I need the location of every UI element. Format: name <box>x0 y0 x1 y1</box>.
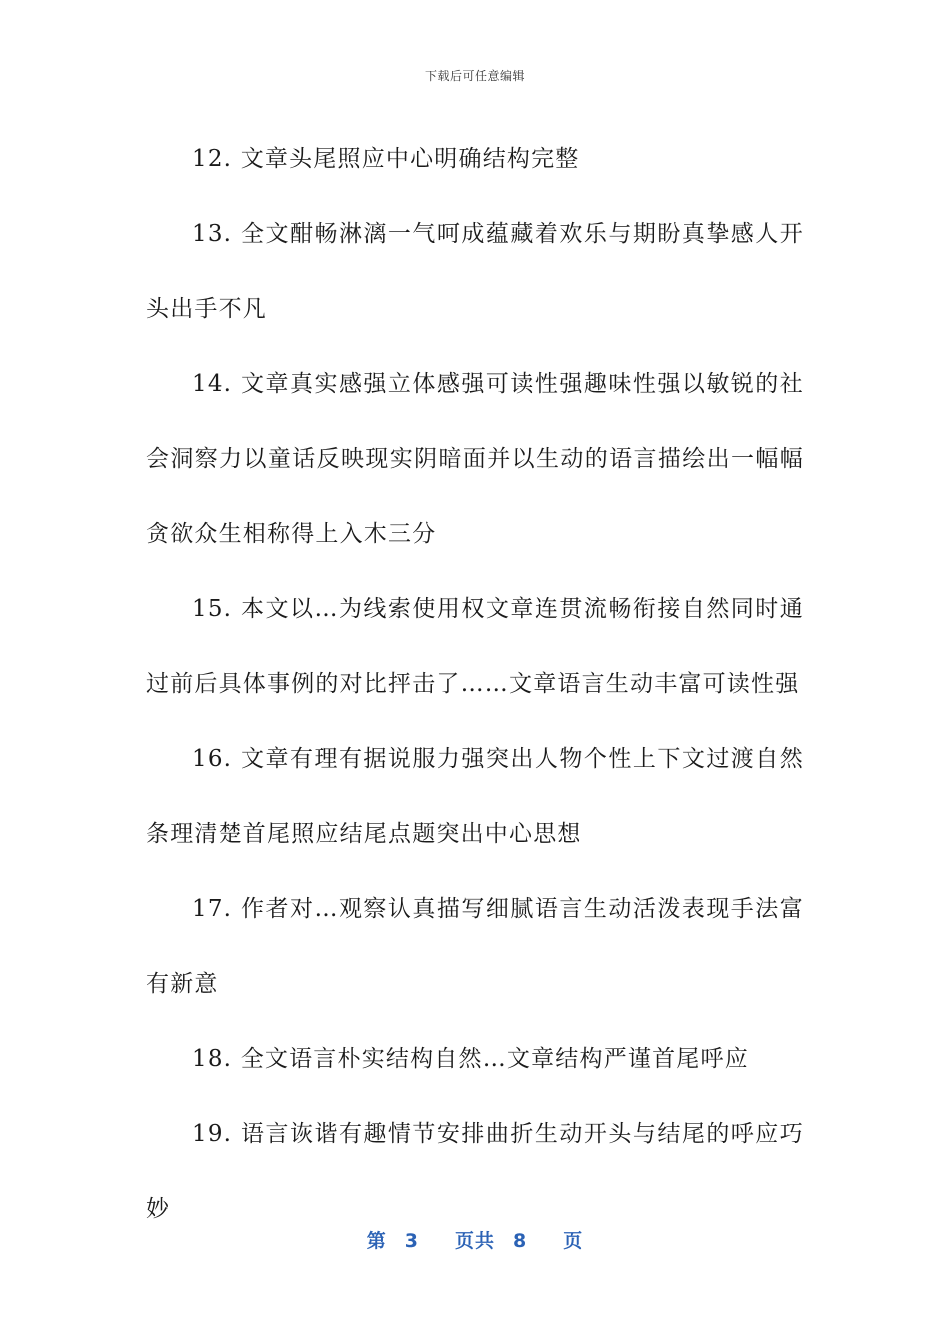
footer-prefix: 第 <box>366 1230 387 1252</box>
paragraph-15: 15. 本文以…为线索使用权文章连贯流畅衔接自然同时通过前后具体事例的对比抨击了……文章语言生动丰富可读性强 <box>146 596 804 697</box>
paragraph-17: 17. 作者对…观察认真描写细腻语言生动活泼表现手法富有新意 <box>146 896 804 997</box>
paragraph-16: 16. 文章有理有据说服力强突出人物个性上下文过渡自然条理清楚首尾照应结尾点题突出中心思想 <box>146 746 804 847</box>
footer-middle: 页共 <box>454 1230 495 1252</box>
page-header: 下载后可任意编辑 <box>424 69 525 83</box>
paragraph-19: 19. 语言诙谐有趣情节安排曲折生动开头与结尾的呼应巧妙 <box>146 1121 804 1222</box>
paragraph-14: 14. 文章真实感强立体感强可读性强趣味性强以敏锐的社会洞察力以童话反映现实阴暗面并以生动的语言描绘出一幅幅贪欲众生相称得上入木三分 <box>146 371 804 547</box>
paragraph-12: 12. 文章头尾照应中心明确结构完整 <box>192 146 580 172</box>
paragraph-18: 18. 全文语言朴实结构自然…文章结构严谨首尾呼应 <box>192 1046 749 1072</box>
total-pages-number: 8 <box>513 1230 528 1252</box>
footer-suffix: 页 <box>563 1230 584 1252</box>
document-body <box>146 122 804 1247</box>
paragraph-13: 13. 全文酣畅淋漓一气呵成蕴藏着欢乐与期盼真挚感人开头出手不凡 <box>146 221 804 322</box>
page-footer <box>0 1226 950 1253</box>
current-page-number: 3 <box>404 1230 419 1252</box>
